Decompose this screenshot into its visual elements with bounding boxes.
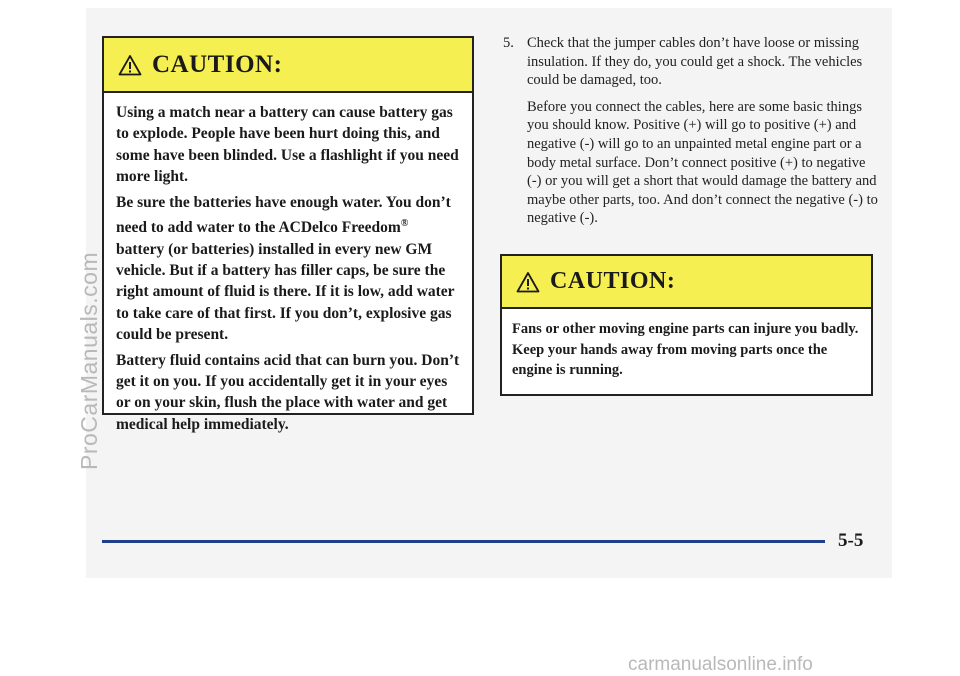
caution-title: CAUTION:: [152, 50, 283, 78]
caution-body: [104, 93, 472, 435]
footer-url: carmanualsonline.info: [628, 654, 813, 675]
watermark: ProCarManuals.com: [76, 251, 102, 470]
caution-paragraph: Battery fluid contains acid that can burn you. Don’t get it on you. If you accidentally get it in your eyes or on your skin, flush the place with water and get medical help immediately.: [116, 351, 460, 433]
registered-mark: ®: [400, 218, 409, 230]
step-followup-text: Before you connect the cables, here are some basic things you should know. Positive (+) will go to positive (+) and negative (-) will go to an unpainted metal engine part or a body metal surface. Don’t connect positive (+) to negative (-) or you will get a short that would damage the battery and maybe other parts, too. And don’t connect the negative (-) to negative (-).: [527, 98, 878, 227]
caution-paragraph: Be sure the batteries have enough water. You don’t need to add water to the ACDelco Freedom® battery (or batteries) installed in every new GM vehicle. But if a battery has filler caps, be sure the right amount of fluid is there. If it is low, add water to take care of that first. If you don’t, explosive gas could be present.: [116, 193, 455, 344]
warning-triangle-icon: [516, 271, 540, 293]
caution-header: [104, 38, 472, 93]
caution-body: Fans or other moving engine parts can injure you badly. Keep your hands away from moving parts once the engine is running.: [512, 321, 859, 378]
page-number: 5-5: [838, 530, 864, 551]
caution-header: [502, 256, 871, 309]
caution-box-battery: [102, 36, 474, 433]
warning-triangle-icon: [118, 54, 142, 76]
footer-rule: [102, 540, 825, 543]
caution-box-fans: [500, 254, 873, 396]
step-text: Check that the jumper cables don’t have loose or missing insulation. If they do, you could get a shock. The vehicles could be damaged, too.: [527, 35, 863, 89]
caution-title: CAUTION:: [550, 268, 676, 294]
step-number: 5.: [503, 35, 514, 51]
step-5: [503, 34, 878, 236]
caution-paragraph: Using a match near a battery can cause battery gas to explode. People have been hurt doing this, and some have been blinded. Use a flashlight if you need more light.: [116, 104, 459, 186]
